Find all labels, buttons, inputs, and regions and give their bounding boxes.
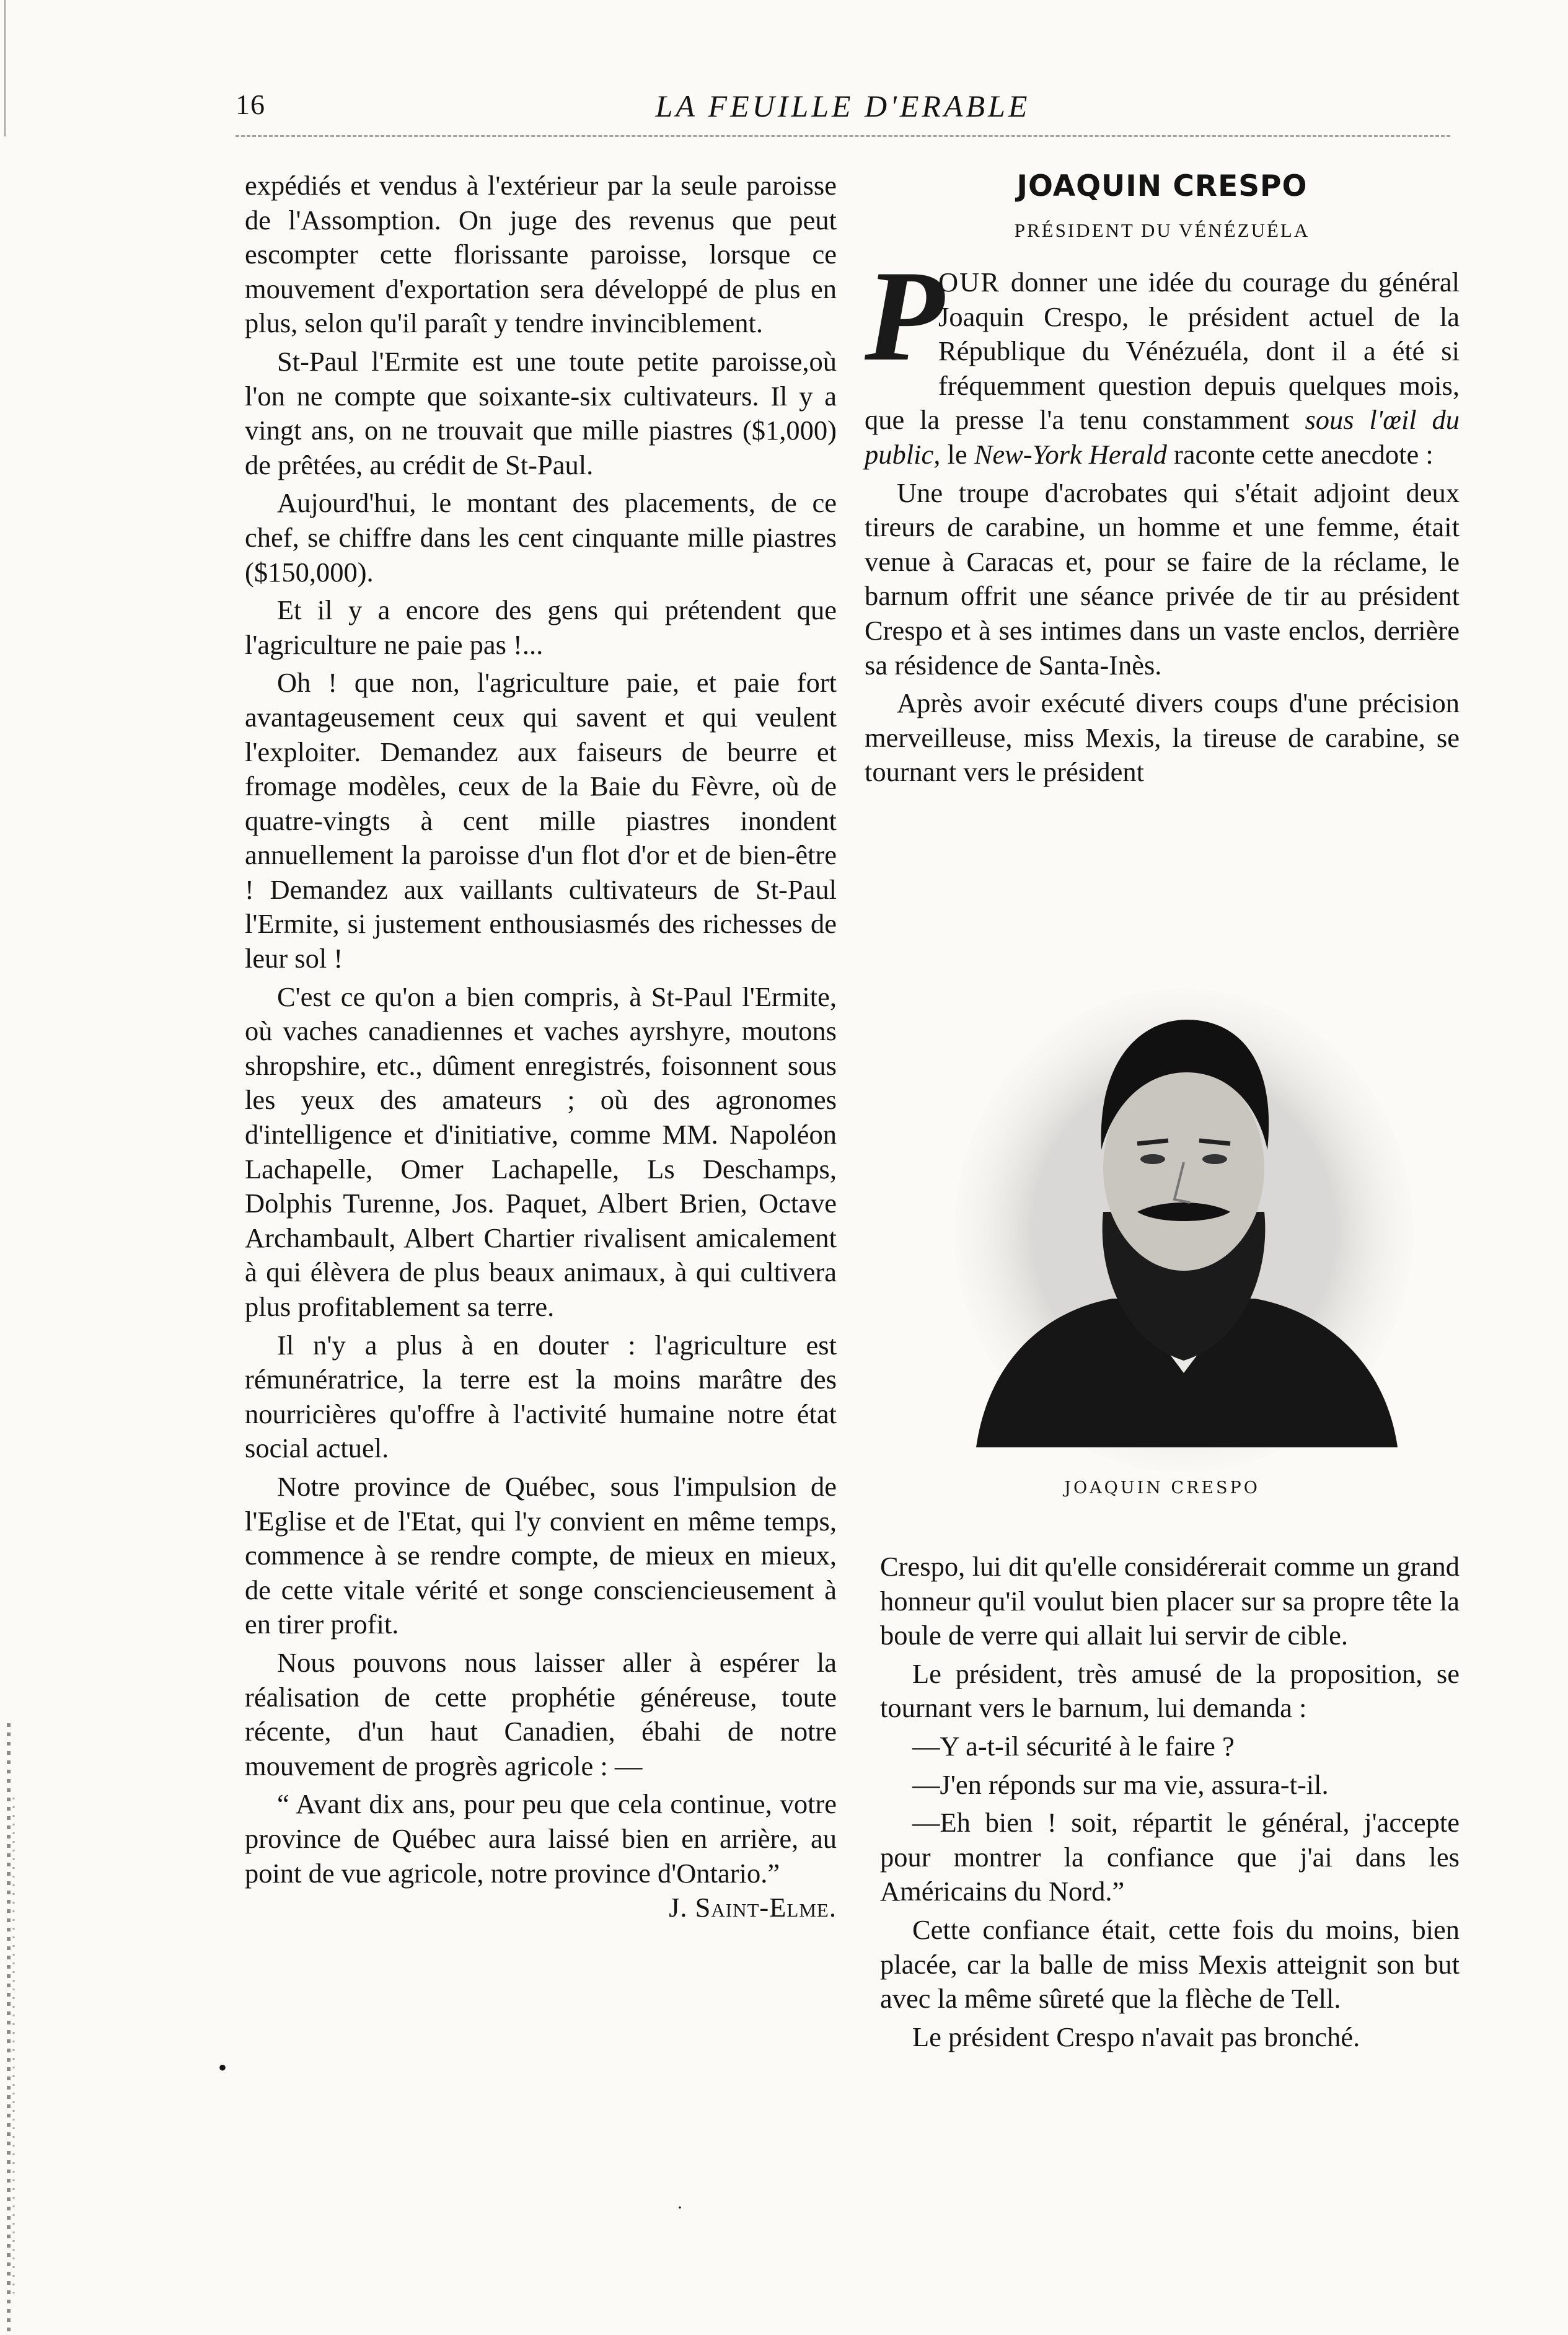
- paragraph: Il n'y a plus à en douter : l'agriculture est rémunératrice, la terre est la moins marâtre des nourricières qu'offre à l'activité humaine notre état social actuel.: [245, 1329, 837, 1464]
- print-mark: ·: [677, 2197, 683, 2218]
- quote-text: “ Avant dix ans, pour peu que cela continue, votre province de Québec aura laissé bien en arrière, au point de vue agricole, notre province d'Ontario.”: [245, 1788, 837, 1889]
- drop-cap: P: [865, 244, 945, 388]
- quote-paragraph: [245, 1787, 837, 1923]
- left-column: [245, 169, 837, 1925]
- newspaper-name: New-York Herald: [974, 438, 1167, 470]
- paragraph: C'est ce qu'on a bien compris, à St-Paul l'Ermite, où vaches canadiennes et vaches ayrshyre, moutons shropshire, etc., dûment enregistrés, foisonnent sous les yeux des amateurs ; où des agronomes d'intelligence et d'initiative, comme MM. Napoléon Lachapelle, Omer Lachapelle, Ls Deschamps, Dolphis Turenne, Jos. Paquet, Albert Brien, Octave Archambault, Albert Chartier rivalisent amicalement à qui élèvera de plus beaux animaux, à qui cultivera plus profitablement sa terre.: [245, 981, 837, 1322]
- paragraph: Cette confiance était, cette fois du moins, bien placée, car la balle de miss Mexis atteignit son but avec la même sûreté que la flèche de Tell.: [880, 1913, 1460, 2015]
- scan-margin-noise: [0, 0, 19, 2332]
- paragraph: Notre province de Québec, sous l'impulsion de l'Eglise et de l'Etat, qui l'y convient en même temps, commence à se rendre compte, de mieux en mieux, de cette vitale vérité et songe consciencieusement à en tirer profit.: [245, 1470, 837, 1640]
- paragraph: Et il y a encore des gens qui prétendent que l'agriculture ne paie pas !...: [245, 594, 837, 660]
- paragraph: Crespo, lui dit qu'elle considérerait comme un grand honneur qu'il voulut bien placer sur sa propre tête la boule de verre qui allait lui servir de cible.: [880, 1551, 1460, 1651]
- page-number: 16: [236, 89, 265, 120]
- paragraph: Une troupe d'acrobates qui s'était adjoint deux tireurs de carabine, un homme et une femme, était venue à Caracas et, pour se faire de la réclame, le barnum offrit une séance privée de tir au président Crespo et à ses intimes dans un vaste enclos, derrière sa résidence de Santa-Inès.: [865, 477, 1460, 681]
- portrait-caption: JOAQUIN CRESPO: [1064, 1478, 1260, 1498]
- dialogue-line: —Eh bien ! soit, répartit le général, j'accepte pour montrer la confiance que j'ai dans les Américains du Nord.”: [880, 1807, 1460, 1907]
- intro-text: le: [940, 438, 974, 470]
- dialogue-line: —J'en réponds sur ma vie, assura-t-il.: [912, 1768, 1329, 1800]
- running-title: LA FEUILLE D'ERABLE: [655, 89, 1031, 123]
- page-header: [236, 88, 1450, 131]
- right-column-top: [865, 169, 1460, 793]
- paragraph: Oh ! que non, l'agriculture paie, et paie fort avantageusement ceux qui savent et qui veulent l'exploiter. Demandez aux faiseurs de beurre et fromage modèles, ceux de la Baie du Fèvre, où de quatre-vingts à cent mille piastres inondent annuellement la paroisse d'un flot d'or et de bien-être ! Demandez aux vaillants cultivateurs de St-Paul l'Ermite, si justement enthousiasmés des richesses de leur sol !: [245, 667, 837, 974]
- first-word: OUR: [938, 267, 1000, 298]
- author-signature: J. Saint-Elme.: [669, 1892, 837, 1923]
- margin-mark: •: [218, 2054, 227, 2081]
- paragraph: expédiés et vendus à l'extérieur par la seule paroisse de l'Assomption. On juge des revenus que peut escompter cette florissante paroisse, lorsque ce mouvement d'exportation sera développé de plus en plus, selon qu'il paraît y tendre invinciblement.: [245, 170, 837, 339]
- article-title: JOAQUIN CRESPO: [1016, 169, 1308, 203]
- intro-text: raconte cette anecdote :: [1166, 438, 1434, 470]
- portrait-image: [939, 964, 1429, 1472]
- intro-paragraph: [865, 244, 1460, 472]
- right-column-bottom: [880, 1550, 1460, 2058]
- paragraph: Après avoir exécuté divers coups d'une précision merveilleuse, miss Mexis, la tireuse de carabine, se tournant vers le président: [865, 687, 1460, 788]
- intro-italic: sous l'œil du public,: [865, 404, 1460, 470]
- dialogue-line: —Y a-t-il sécurité à le faire ?: [912, 1730, 1235, 1762]
- paragraph: St-Paul l'Ermite est une toute petite paroisse,où l'on ne compte que soixante-six cultivateurs. Il y a vingt ans, on ne trouvait que mille piastres ($1,000) de prêtées, au crédit de St-Paul.: [245, 345, 837, 480]
- article-subtitle: PRÉSIDENT DU VÉNÉZUÉLA: [1014, 219, 1310, 241]
- paragraph: Aujourd'hui, le montant des placements, de ce chef, se chiffre dans les cent cinquante mille piastres ($150,000).: [245, 487, 837, 588]
- paragraph: Nous pouvons nous laisser aller à espérer la réalisation de cette prophétie généreuse, toute récente, d'un haut Canadien, ébahi de notre mouvement de progrès agricole : —: [245, 1646, 837, 1781]
- header-rule: [236, 135, 1450, 137]
- intro-text: donner une idée du courage du général Joaquin Crespo, le président actuel de la République du Vénézuéla, dont il a été si fréquemment question depuis quelques mois, que la presse l'a tenu constamment: [865, 267, 1460, 436]
- paragraph: Le président Crespo n'avait pas bronché.: [912, 2021, 1360, 2052]
- paragraph: Le président, très amusé de la proposition, se tournant vers le barnum, lui demanda :: [880, 1657, 1460, 1724]
